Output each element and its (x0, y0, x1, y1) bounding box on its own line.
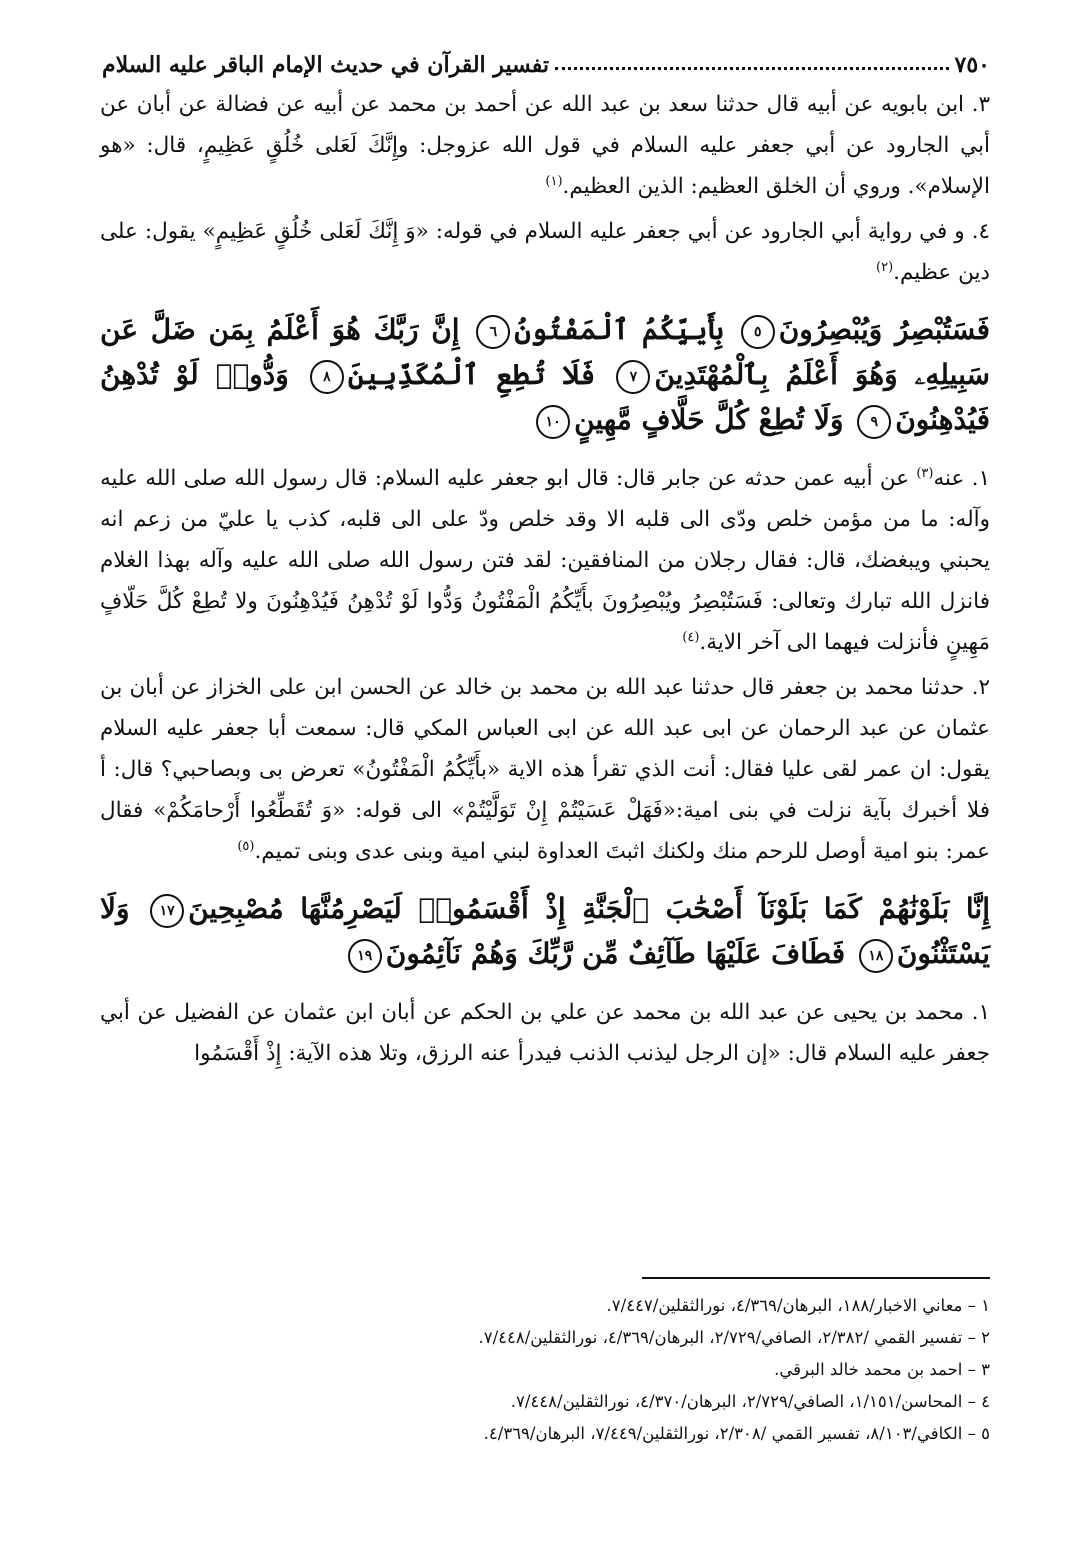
footnote: ٤ – المحاسن/١/١٥١، الصافي/٢/٧٢٩، البرهان/٤/٣٧٠، نورالثقلين/٧/٤٤٨. (510, 1392, 990, 1411)
footnote: ٣ – احمد بن محمد خالد البرقي. (774, 1360, 990, 1379)
ayah-number-marker: ١٠ (536, 405, 570, 439)
narration-paragraph: ١. عنه$^{(٣)}$ عن أبيه عمن حدثه عن جابر قال: قال ابو جعفر عليه السلام: قال رسول الله صلى الله عليه وآله: ما من مؤمن خلص ودّى الى قلبه الا وقد خلص ودّ على الى قلبه، كذب يا عليّ من زعم انه يحبني ويبغضك، قال: فقال رجلان من المنافقين: لقد فتن رسول الله صلى الله عليه وآله بهذا الغلام فانزل الله تبارك وتعالى: فَسَتُبْصِرُ ويُبْصِرُونَ بأَيِّكُمُ الْمَفْتُونُ وَدُّوا لَوْ تُدْهِنُ فَيُدْهِنُونَ ولا تُطِعْ كُلَّ حَلّافٍ مَهِينٍ فأنزلت فيهما الى آخر الاية.$^{(٤)}$ (100, 465, 990, 655)
verse-text: إِنَّ رَبَّكَ هُوَ أَعْلَمُ بِمَن ضَلَّ عَن سَبِيلِهِۦ وَهُوَ أَعْلَمُ بِٱلْمُهْتَدِينَ (100, 313, 991, 391)
footnote: ١ – معاني الاخبار/١٨٨، البرهان/٤/٣٦٩، نورالثقلين/٧/٤٤٧. (606, 1296, 990, 1315)
header-leader-dots (555, 67, 949, 70)
narration-paragraph: ٢. حدثنا محمد بن جعفر قال حدثنا عبد الله بن محمد بن خالد عن الحسن ابن على الخزاز عن أبان بن عثمان عن عبد الرحمان عن ابى عبد الله عن ابى العباس المكي قال: سمعت أبا جعفر عليه السلام يقول: ان عمر لقى عليا فقال: أنت الذي تقرأ هذه الاية «بأَيِّكُمُ الْمَفْتُونُ» تعرض بى وبصاحبي؟ قال: أ فلا أخبرك بآية نزلت في بنى امية:«فَهَلْ عَسَيْتُمْ إِنْ تَوَلَّيْتُمْ» الى قوله: «وَ تُقَطِّعُوا أَرْحامَكُمْ» فقال عمر: بنو امية أوصل للرحم منك ولكنك اثبتَ العداوة لبني امية وبنى عدى وبنى تميم.$^{(٥)}$ (100, 675, 990, 864)
ayah-number-marker: ٧ (616, 360, 650, 394)
footnote-ref: (٥) (237, 838, 255, 854)
page-number: ٧٥٠ (954, 52, 990, 78)
footnote-ref: (٤) (682, 629, 700, 645)
footnotes (100, 1290, 990, 1450)
verse-text: وَلَا يَسْتَثْنُونَ (100, 892, 990, 970)
verse-text: فَسَتُبْصِرُ وَيُبْصِرُونَ (778, 313, 991, 346)
narration-paragraph: ٤. و في رواية أبي الجارود عن أبي جعفر عليه السلام في قوله: «وَ إِنَّكَ لَعَلى خُلُقٍ عَظِيمٍ» يقول: على دين عظيم.$^{(٢)}$ (100, 219, 990, 285)
header-title: تفسير القرآن في حديث الإمام الباقر عليه السلام (102, 52, 549, 78)
ayah-number-marker: ٨ (310, 360, 344, 394)
running-header (102, 38, 990, 78)
ayah-number-marker: ١٩ (348, 939, 382, 973)
footnote: ٥ – الكافي/٨/١٠٣، تفسير القمي /٢/٣٠٨، نورالثقلين/٧/٤٤٩، البرهان/٤/٣٦٩. (483, 1424, 990, 1443)
narration-paragraph: ١. محمد بن يحيى عن عبد الله بن محمد عن علي بن الحكم عن أبان ابن عثمان عن الفضيل عن أبي جعفر عليه السلام قال: «إن الرجل ليذنب الذنب فيدرأ عنه الرزق، وتلا هذه الآية: إِذْ أَقْسَمُوا (100, 1000, 990, 1066)
ayah-number-marker: ١٧ (150, 894, 184, 928)
footnote-ref: (١) (545, 173, 563, 189)
narration-paragraph: ٣. ابن بابويه عن أبيه قال حدثنا سعد بن عبد الله عن أحمد بن محمد عن أبيه عن فضالة عن أبان عن أبي الجارود عن أبي جعفر عليه السلام في قول الله عزوجل: وإِنَّكَ لَعَلى خُلُقٍ عَظِيمٍ، قال: «هو الإسلام». وروي أن الخلق العظيم: الذين العظيم.$^{(١)}$ (100, 92, 990, 199)
verse-text: وَلَا تُطِعْ كُلَّ حَلَّافٍ مَّهِينٍ (574, 403, 844, 436)
quran-verses-block (100, 307, 990, 442)
ayah-number-marker: ٥ (741, 315, 775, 349)
verse-text: فَلَا تُطِعِ ٱلْمُكَذِّبِينَ (347, 358, 596, 391)
footnote-ref: (٣) (916, 465, 934, 481)
footnote-separator (642, 1277, 990, 1279)
ayah-number-marker: ١٨ (859, 939, 893, 973)
verse-text: فَطَافَ عَلَيْهَا طَآئِفٌ مِّن رَّبِّكَ وَهُمْ نَآئِمُونَ (385, 937, 846, 970)
verse-text: بِأَييِّكُمُ ٱلْمَفْتُونُ (514, 313, 724, 346)
footnote-ref: (٢) (876, 259, 894, 275)
ayah-number-marker: ٩ (857, 405, 891, 439)
main-text (100, 84, 990, 1078)
quran-verses-block (100, 886, 990, 976)
verse-text: إِنَّا بَلَوْنَٰهُمْ كَمَا بَلَوْنَآ أَصْحَٰبَ ٱلْجَنَّةِ إِذْ أَقْسَمُوا۟ لَيَصْرِمُنَّهَا مُصْبِحِينَ (188, 892, 991, 925)
footnote: ٢ – تفسير القمي /٢/٣٨٢، الصافي/٢/٧٢٩، البرهان/٤/٣٦٩، نورالثقلين/٧/٤٤٨. (478, 1328, 990, 1347)
verse-text: وَدُّوا۟ لَوْ تُدْهِنُ فَيُدْهِنُونَ (100, 358, 990, 436)
ayah-number-marker: ٦ (476, 315, 510, 349)
